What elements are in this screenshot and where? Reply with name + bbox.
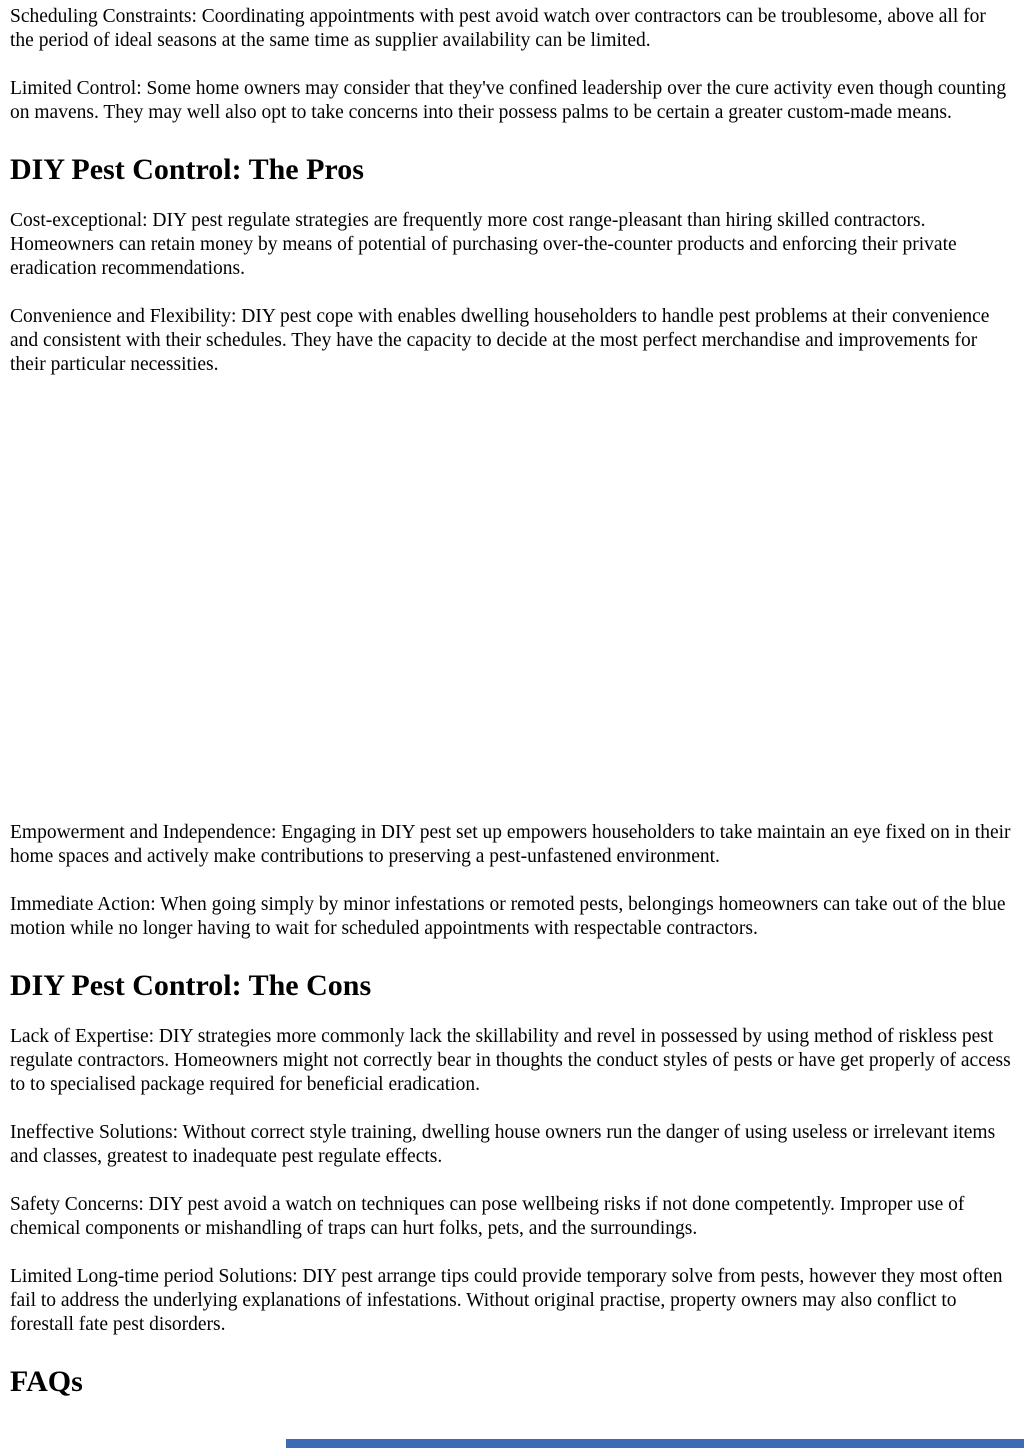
paragraph-limited-control: Limited Control: Some home owners may consider that they've confined leadership over the cure activity even though counting on mavens. They may well also opt to take concerns into their possess palms to be certain a greater custom-made means.: [10, 78, 1007, 123]
paragraph-empowerment-independence: Empowerment and Independence: Engaging in DIY pest set up empowers householders to take maintain an eye fixed on in their home spaces and actively make contributions to preserving a pest-unfastened environment.: [10, 822, 1011, 867]
paragraph-safety-concerns: Safety Concerns: DIY pest avoid a watch on techniques can pose wellbeing risks if not done competently. Improper use of chemical components or mishandling of traps can hurt folks, pets, and the surroundings.: [10, 1194, 965, 1239]
paragraph-lack-of-expertise: Lack of Expertise: DIY strategies more commonly lack the skillability and revel in possessed by using method of riskless pest regulate contractors. Homeowners might not correctly bear in thoughts the conduct styles of pests or have get properly of access to to specialised package required for beneficial eradication.: [10, 1026, 1011, 1095]
heading-diy-pest-control-cons: DIY Pest Control: The Cons: [10, 969, 372, 1002]
paragraph-ineffective-solutions: Ineffective Solutions: Without correct style training, dwelling house owners run the danger of using useless or irrelevant items and classes, greatest to inadequate pest regulate effects.: [10, 1122, 996, 1167]
heading-faqs: FAQs: [10, 1365, 83, 1398]
paragraph-scheduling-constraints: Scheduling Constraints: Coordinating appointments with pest avoid watch over contractors can be troublesome, above all for the period of ideal seasons at the same time as supplier availability can be limited.: [10, 6, 986, 51]
paragraph-immediate-action: Immediate Action: When going simply by minor infestations or remoted pests, belongings homeowners can take out of the blue motion while no longer having to wait for scheduled appointments with respectable contractors.: [10, 894, 1006, 939]
empty-image-gap: [10, 401, 1014, 821]
paragraph-limited-long-term-solutions: Limited Long-time period Solutions: DIY pest arrange tips could provide temporary solve from pests, however they most often fail to address the underlying explanations of infestations. Without original practise, property owners may also conflict to forestall fate pest disorders.: [10, 1266, 1003, 1335]
paragraph-cost-exceptional: Cost-exceptional: DIY pest regulate strategies are frequently more cost range-pleasant than hiring skilled contractors. Homeowners can retain money by means of potential of purchasing over-the-counter products and enforcing their private eradication recommendations.: [10, 210, 957, 279]
partial-embed-strip[interactable]: [286, 1439, 1024, 1448]
paragraph-convenience-flexibility: Convenience and Flexibility: DIY pest cope with enables dwelling householders to handle pest problems at their convenience and consistent with their schedules. They have the capacity to decide at the most perfect merchandise and improvements for their particular necessities.: [10, 306, 990, 375]
heading-diy-pest-control-pros: DIY Pest Control: The Pros: [10, 153, 364, 186]
